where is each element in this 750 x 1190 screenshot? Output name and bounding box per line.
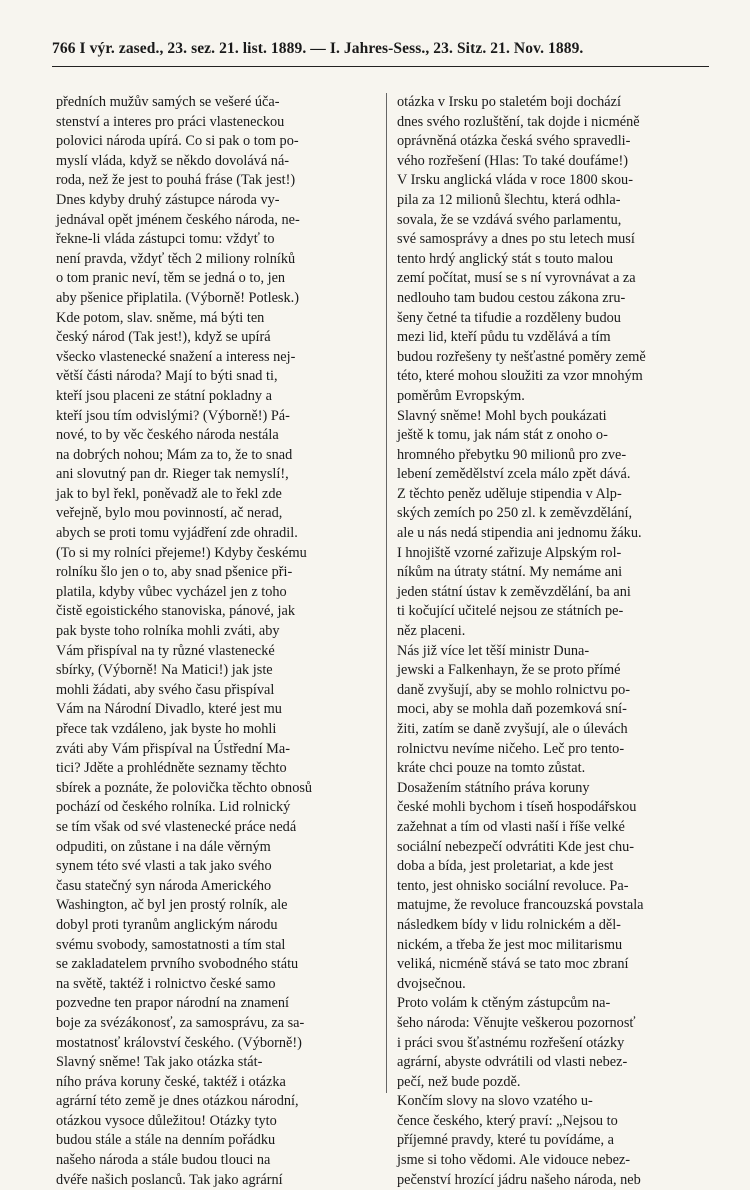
right-column	[397, 93, 709, 1190]
text-line: Slavný sněme! Tak jako otázka stát-	[56, 1054, 263, 1071]
text-line: našeho národa a stále budou tlouci na	[56, 1152, 271, 1169]
text-line: otázka v Irsku po staletém boji dochází	[397, 94, 621, 110]
text-line: času statečný syn národa Amerického	[56, 877, 272, 894]
text-line: veliká, nicméně stává se tato moc zbraní	[397, 956, 629, 973]
text-line: roda, než že jest to pouhá fráse (Tak jest!)	[56, 172, 296, 189]
text-line: Dosažením státního práva koruny	[397, 779, 590, 796]
text-line: kteří jsou placeni ze státní pokladny a	[56, 387, 272, 404]
text-line: mohli žádati, aby svého času přispíval	[56, 681, 275, 698]
text-line: nickém, a třeba že jest moc militarismu	[397, 936, 623, 953]
text-line: jak to byl řekl, poněvadž ale to řekl zde	[56, 485, 282, 502]
text-line: platila, kdyby vůbec vycházel jen z toho	[56, 583, 287, 600]
page-header: 766 I výr. zased., 23. sez. 21. list. 1889. — I. Jahres-Sess., 23. Sitz. 21. Nov. 1889.	[52, 40, 584, 57]
text-line: dobyl proti tyranům anglickým národu	[56, 916, 278, 933]
text-line: polovici národa upírá. Co si pak o tom po-	[56, 133, 299, 150]
text-line: předních mužův samých se vešeré úča-	[56, 94, 280, 110]
text-line: ního práva koruny české, taktéž i otázka	[56, 1073, 286, 1090]
text-line: hromného přebytku 90 milionů pro zve-	[397, 446, 627, 463]
text-line: sovala, že se vzdává svého parlamentu,	[397, 211, 622, 228]
text-line: následkem bídy v lidu rolnickém a děl-	[397, 916, 621, 933]
text-line: agrární, abyste odvrátili od vlasti nebez-	[397, 1054, 628, 1071]
text-line: budou stále a stále na denním pořádku	[56, 1132, 276, 1149]
text-line: lebení zemědělství zcela málo zpět dává.	[397, 466, 631, 483]
text-line: ti kočující učitelé nejsou ze státních pe-	[397, 603, 624, 620]
text-line: jewski a Falkenhayn, že se proto přímé	[397, 662, 621, 679]
text-line: větší části národa? Mají to býti snad ti,	[56, 368, 278, 385]
text-line: Vám na Národní Divadlo, které jest mu	[56, 701, 282, 718]
text-line: tento hrdý anglický stát s touto malou	[397, 250, 614, 267]
text-line: Vám přispíval na ty různé vlastenecké	[56, 642, 275, 659]
text-line: otázkou vysoce důležitou! Otázky tyto	[56, 1112, 277, 1129]
text-line: zažehnat a tím od vlasti naší i říše velké	[397, 818, 625, 835]
text-line: tici? Jděte a prohlédněte seznamy těchto	[56, 760, 287, 777]
text-line: pochází od českého rolníka. Lid rolnický	[56, 799, 291, 816]
text-line: oprávněná otázka česká svého spravedli-	[397, 133, 631, 150]
text-line: ještě k tomu, jak nám stát z onoho o-	[397, 427, 608, 444]
text-line: Nás již více let těší ministr Duna-	[397, 642, 590, 659]
text-line: jeden státní ústav k zeměvzdělání, ba ani	[397, 583, 631, 600]
text-line: agrární této země je dnes otázkou národní,	[56, 1093, 299, 1110]
text-line: kteří jsou tím odvislými? (Výborně!) Pá-	[56, 407, 290, 424]
text-line: něz placeni.	[397, 623, 466, 640]
text-line: sbírek a poznáte, že polovička těchto obnosů	[56, 779, 313, 796]
text-line: stenství a interes pro práci vlasteneckou	[56, 113, 285, 130]
text-line: pila za 12 milionů šlechtu, která odhla-	[397, 191, 621, 208]
text-line: dvéře našich poslanců. Tak jako agrární	[56, 1171, 283, 1188]
text-line: sbírky, (Výborně! Na Matici!) jak jste	[56, 662, 273, 679]
text-line: žiti, zatím se daně zvyšují, ale o úlevách	[397, 721, 628, 737]
text-line: veřejně, bylo mou povinností, ač nerad,	[56, 505, 283, 522]
text-line: odpuditi, on zůstane i na dále věrným	[56, 838, 271, 855]
text-line: všecko vlastenecké snažení a interess nej-	[56, 348, 296, 365]
text-line: I hnojiště vzorné zařizuje Alpským rol-	[397, 544, 622, 561]
left-column	[56, 93, 363, 1190]
text-line: mezi lid, kteří půdu tu vzdělává a tím	[397, 329, 611, 346]
text-line: abych se proti tomu vyjádření zde ohradil.	[56, 525, 298, 542]
text-line: Washington, ač byl jen prostý rolník, ale	[56, 897, 288, 914]
text-line: poměrům Evropským.	[397, 387, 525, 404]
text-line: zváti aby Vám přispíval na Ústřední Ma-	[56, 740, 290, 757]
text-line: své samosprávy a dnes po stu letech musí	[397, 231, 635, 248]
text-line: matujme, že revoluce francouzská povstala	[397, 897, 644, 914]
text-line: české mohli bychom i tíseň hospodářskou	[397, 799, 637, 816]
text-line: aby pšenice připlatila. (Výborně! Potlesk.)	[56, 289, 299, 306]
text-line: šeho národa: Věnujte veškerou pozornosť	[397, 1014, 636, 1031]
text-line: synem této své vlasti a tak jako svého	[56, 858, 272, 875]
text-line: na světě, taktéž i rolnictvo české samo	[56, 975, 276, 992]
text-line: není pravda, vždyť těch 2 miliony rolníků	[56, 250, 296, 267]
text-line: se zakladatelem prvního svobodného státu	[56, 956, 299, 973]
text-line: na dobrých nohou; Mám za to, že to snad	[56, 446, 293, 463]
text-line: čistě egoistického stanoviska, pánové, jak	[56, 603, 296, 620]
text-line: V Irsku anglická vláda v roce 1800 skou-	[397, 172, 633, 189]
text-line: čence českého, který praví: „Nejsou to	[397, 1112, 618, 1129]
text-line: mostatnosť království českého. (Výborně!)	[56, 1034, 302, 1051]
text-line: budou rozřešeny ty nešťastné poměry země	[397, 348, 646, 365]
text-line: pak byste toho rolníka mohli zváti, aby	[56, 623, 280, 640]
text-line: vého rozřešení (Hlas: To také doufáme!)	[397, 152, 628, 169]
text-line: pozvedne ten prapor národní na znamení	[56, 995, 290, 1012]
text-line: daně zvyšují, aby se mohlo rolnictvu po-	[397, 681, 631, 698]
text-line: boje za svézákonosť, za samosprávu, za sa-	[56, 1014, 305, 1031]
text-line: přece tak vzdáleno, jak byste ho mohli	[56, 721, 277, 737]
text-line: ani slovutný pan dr. Rieger tak nemyslí!,	[56, 466, 289, 483]
text-line: zemí počítat, musí se s ní vyrovnávat a za	[397, 270, 636, 287]
text-line: rolníku šlo jen o to, aby snad pšenice při-	[56, 564, 293, 581]
text-line: nové, to by věc českého národa nestála	[56, 427, 279, 444]
text-line: doba a bída, jest proletariat, a kde jest	[397, 858, 614, 875]
text-line: český národ (Tak jest!), když se upírá	[56, 329, 271, 346]
text-line: Dnes kdyby druhý zástupce národa vy-	[56, 191, 280, 208]
text-line: pečenství hrozící jádru našeho národa, neb	[397, 1171, 641, 1188]
text-line: kráte chci pouze na tomto zůstat.	[397, 760, 586, 777]
text-line: jednával opět jménem českého národa, ne-	[56, 211, 300, 228]
text-line: i práci svou šťastnému rozřešení otázky	[397, 1034, 625, 1051]
text-line: ských zemích po 250 zl. k zeměvzdělání,	[397, 505, 633, 522]
text-line: myslí vláda, když se někdo dovolává ná-	[56, 152, 290, 169]
text-line: šeny četné ta tifudie a rozděleny budou	[397, 309, 621, 326]
text-line: Z těchto peněz uděluje stipendia v Alp-	[397, 485, 622, 502]
text-line: svému svobody, samostatnosti a tím stal	[56, 936, 286, 953]
column-divider	[386, 93, 387, 1093]
text-line: příjemné pravdy, které tu povídáme, a	[397, 1132, 615, 1149]
text-line: Proto volám k ctěným zástupcům na-	[397, 995, 611, 1012]
text-line: dvojsečnou.	[397, 975, 466, 992]
text-line: (To si my rolníci přejeme!) Kdyby českému	[56, 544, 307, 561]
text-line: o tom pranic neví, těm se jedná o to, jen	[56, 270, 286, 287]
text-line: se tím však od své vlastenecké práce nedá	[56, 818, 297, 835]
text-line: dnes svého rozluštění, tak dojde i nicméně	[397, 113, 640, 130]
text-line: níkům na útraty státní. My nemáme ani	[397, 564, 623, 581]
text-line: Kde potom, slav. sněme, má býti ten	[56, 309, 265, 326]
text-line: moci, aby se mohla daň pozemková sní-	[397, 701, 627, 718]
text-line: nedlouho tam budou cestou zákona zru-	[397, 289, 626, 306]
text-line: řekne-li vláda zástupci tomu: vždyť to	[56, 231, 275, 248]
text-line: Končím slovy na slovo vzatého u-	[397, 1093, 593, 1110]
text-line: ale u nás nedá stipendia ani jednomu žáku.	[397, 525, 642, 542]
text-line: sociální nebezpečí odvrátiti Kde jest chu-	[397, 838, 635, 855]
text-line: tento, jest ohnisko sociální revoluce. Pa-	[397, 877, 629, 894]
text-line: pečí, než bude pozdě.	[397, 1073, 521, 1090]
text-line: jsme si toho vědomi. Ale vidouce nebez-	[397, 1152, 631, 1169]
text-line: rolnictvu nevíme ničeho. Leč pro tento-	[397, 740, 625, 757]
text-line: této, které mohou sloužiti za vzor mnohým	[397, 368, 643, 385]
text-line: Slavný sněme! Mohl bych poukázati	[397, 407, 607, 424]
header-rule	[52, 66, 709, 67]
